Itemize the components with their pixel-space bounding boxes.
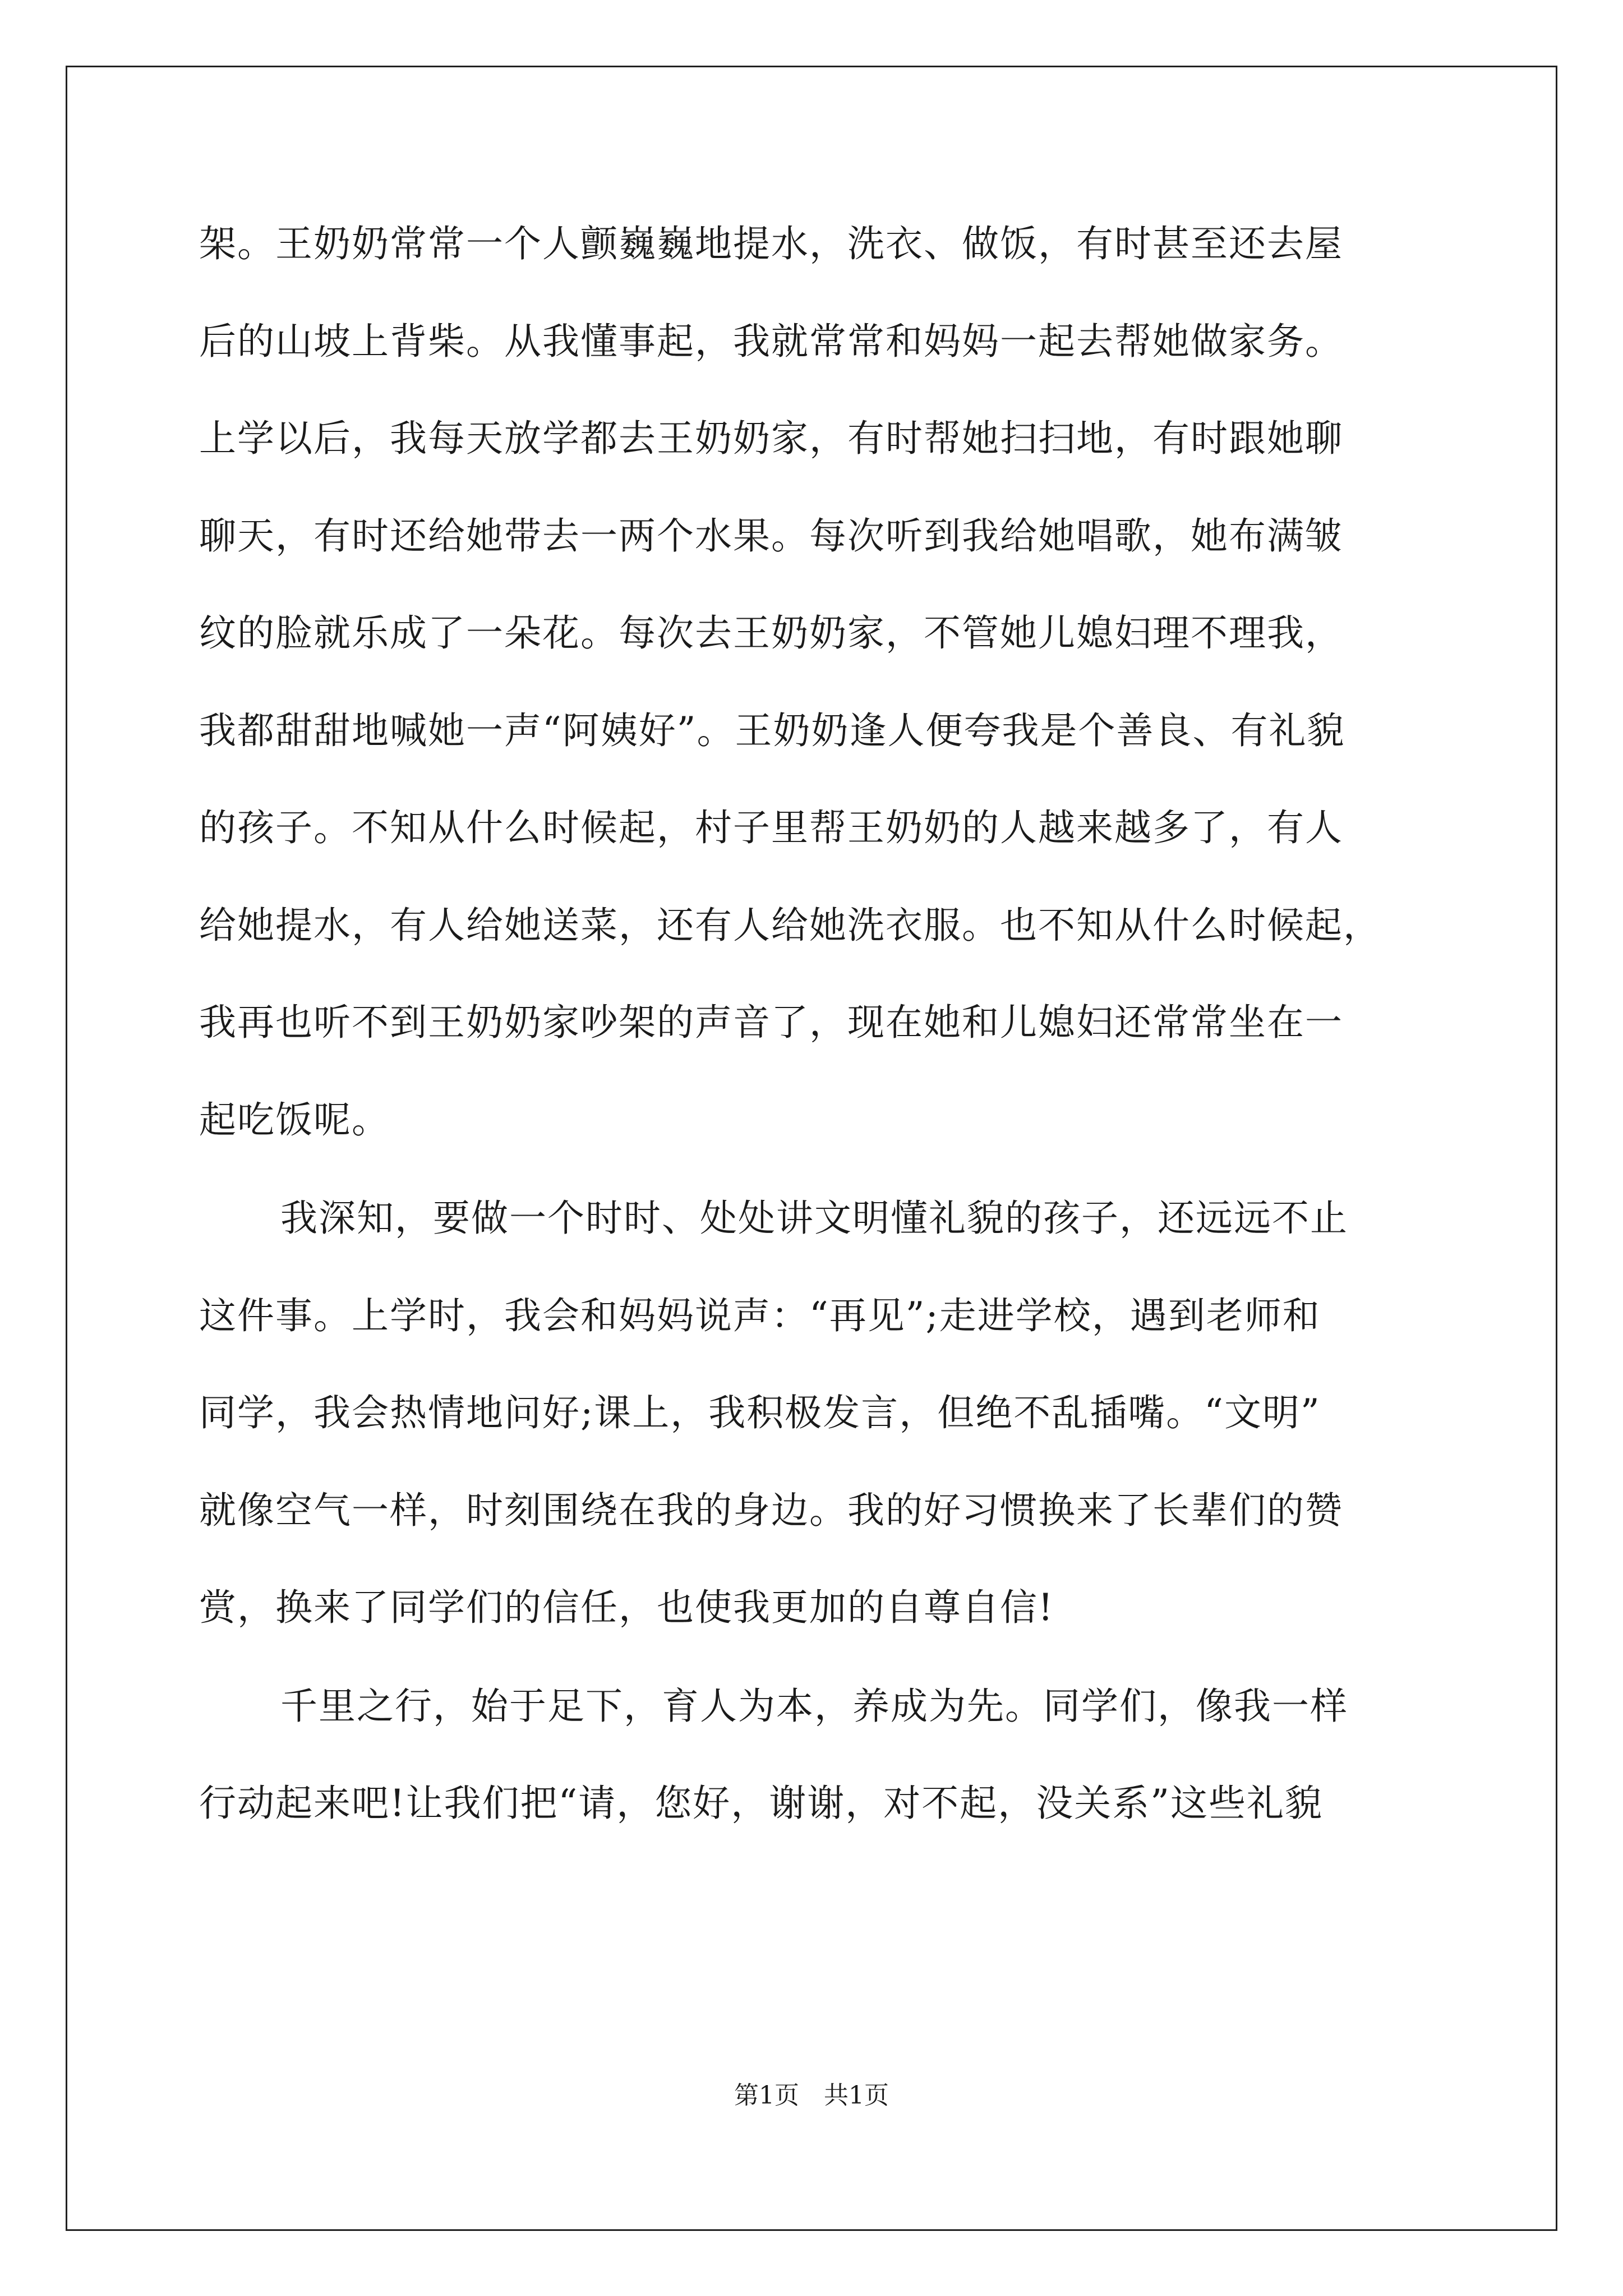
text-line: 同学，我会热情地问好;课上，我积极发言，但绝不乱插嘴。“文明” [199,1391,1321,1434]
text-line: 架。王奶奶常常一个人颤巍巍地提水，洗衣、做饭，有时甚至还去屋 [199,222,1343,265]
paragraph-first-line: 我深知，要做一个时时、处处讲文明懂礼貌的孩子，还远远不止 [280,1197,1348,1240]
text-line: 的孩子。不知从什么时候起，村子里帮王奶奶的人越来越多了，有人 [199,806,1343,849]
text-line: 赏，换来了同学们的信任，也使我更加的自尊自信! [199,1586,1054,1629]
text-line: 这件事。上学时，我会和妈妈说声：“再见”;走进学校，遇到老师和 [199,1294,1321,1337]
text-line: 我再也听不到王奶奶家吵架的声音了，现在她和儿媳妇还常常坐在一 [199,1001,1343,1044]
text-line: 我都甜甜地喊她一声“阿姨好”。王奶奶逢人便夸我是个善良、有礼貌 [199,708,1345,752]
text-line: 起吃饭呢。 [199,1098,390,1142]
paragraph-first-line: 千里之行，始于足下，育人为本，养成为先。同学们，像我一样 [280,1684,1348,1728]
page-footer: 第1页 共1页 [734,2081,889,2110]
text-line: 行动起来吧!让我们把“请，您好，谢谢，对不起，没关系”这些礼貌 [199,1782,1324,1825]
text-line: 纹的脸就乐成了一朵花。每次去王奶奶家，不管她儿媳妇理不理我， [199,611,1343,655]
text-line: 就像空气一样，时刻围绕在我的身边。我的好习惯换来了长辈们的赞 [199,1488,1343,1532]
document-body [199,219,1433,1876]
text-line: 给她提水，有人给她送菜，还有人给她洗衣服。也不知从什么时候起， [199,903,1381,947]
text-line: 后的山坡上背柴。从我懂事起，我就常常和妈妈一起去帮她做家务。 [199,319,1343,363]
text-line: 上学以后，我每天放学都去王奶奶家，有时帮她扫扫地，有时跟她聊 [199,417,1343,460]
text-line: 聊天，有时还给她带去一两个水果。每次听到我给她唱歌，她布满皱 [199,514,1343,558]
